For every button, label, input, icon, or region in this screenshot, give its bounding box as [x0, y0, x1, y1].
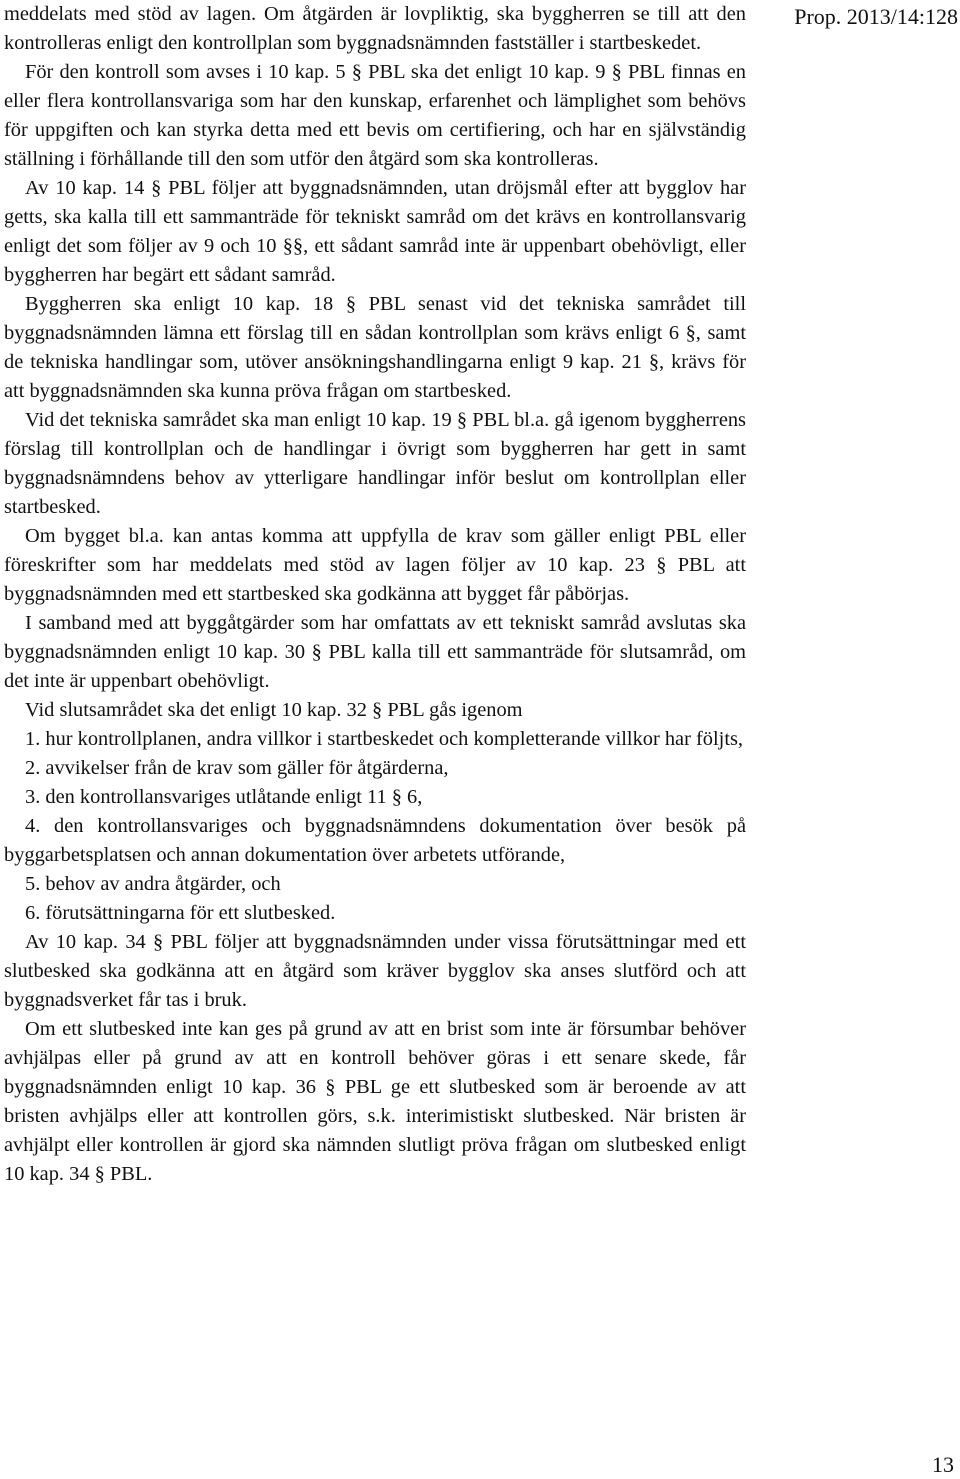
- paragraph: Vid det tekniska samrådet ska man enligt 10 kap. 19 § PBL bl.a. gå igenom byggherrens förslag till kontrollplan och de handlingar i övrigt som byggherren har gett in samt byggnadsnämndens behov av ytterligare handlingar inför beslut om kontrollplan eller startbesked.: [4, 409, 746, 518]
- paragraph: Vid slutsamrådet ska det enligt 10 kap. 32 § PBL gås igenom: [25, 699, 523, 721]
- list-item: 4. den kontrollansvariges och byggnadsnämndens dokumentation över besök på byggarbetsplatsen och annan dokumentation över arbetets utförande,: [4, 815, 746, 866]
- list-item: 2. avvikelser från de krav som gäller för åtgärderna,: [25, 757, 449, 779]
- paragraph: Av 10 kap. 14 § PBL följer att byggnadsnämnden, utan dröjsmål efter att bygglov har getts, ska kalla till ett sammanträde för tekniskt samråd om det krävs en kontrollansvarig enligt det som följer av 9 och 10 §§, ett sådant samråd inte är uppenbart obehövligt, eller byggherren har begärt ett sådant samråd.: [4, 177, 746, 286]
- page-number: 13: [932, 1452, 954, 1477]
- list-item: 6. förutsättningarna för ett slutbesked.: [25, 902, 336, 924]
- paragraph: meddelats med stöd av lagen. Om åtgärden är lovpliktig, ska byggherren se till att den kontrolleras enligt den kontrollplan som byggnadsnämnden fastställer i startbeskedet.: [4, 3, 746, 54]
- list-item: 3. den kontrollansvariges utlåtande enligt 11 § 6,: [25, 786, 423, 808]
- paragraph: Av 10 kap. 34 § PBL följer att byggnadsnämnden under vissa förutsättningar med ett slutbesked ska godkänna att en åtgärd som kräver bygglov ska anses slutförd och att byggnadsverket får tas i bruk.: [4, 931, 746, 1011]
- list-item: 1. hur kontrollplanen, andra villkor i startbeskedet och kompletterande villkor har följts,: [25, 728, 744, 750]
- paragraph: För den kontroll som avses i 10 kap. 5 § PBL ska det enligt 10 kap. 9 § PBL finnas en eller flera kontrollansvariga som har den kunskap, erfarenhet och lämplighet som behövs för uppgiften och kan styrka detta med ett bevis om certifiering, och har en självständig ställning i förhållande till den som utför den åtgärd som ska kontrolleras.: [4, 61, 746, 170]
- running-head: Prop. 2013/14:128: [794, 4, 958, 29]
- body-text: [4, 0, 746, 1189]
- paragraph: Om bygget bl.a. kan antas komma att uppfylla de krav som gäller enligt PBL eller föreskrifter som har meddelats med stöd av lagen följer av 10 kap. 23 § PBL att byggnadsnämnden med ett startbesked ska godkänna att bygget får påbörjas.: [4, 525, 746, 605]
- paragraph: I samband med att byggåtgärder som har omfattats av ett tekniskt samråd avslutas ska byggnadsnämnden enligt 10 kap. 30 § PBL kalla till ett sammanträde för slutsamråd, om det inte är uppenbart obehövligt.: [4, 612, 746, 692]
- paragraph: Om ett slutbesked inte kan ges på grund av att en brist som inte är försumbar behöver avhjälpas eller på grund av att en kontroll behöver göras i ett senare skede, får byggnadsnämnden enligt 10 kap. 36 § PBL ge ett slutbesked som är beroende av att bristen avhjälps eller att kontrollen görs, s.k. interimistiskt slutbesked. När bristen är avhjälpt eller kontrollen är gjord ska nämnden slutligt pröva frågan om slutbesked enligt 10 kap. 34 § PBL.: [4, 1018, 746, 1185]
- paragraph: Byggherren ska enligt 10 kap. 18 § PBL senast vid det tekniska samrådet till byggnadsnämnden lämna ett förslag till en sådan kontrollplan som krävs enligt 6 §, samt de tekniska handlingar som, utöver ansökningshandlingarna enligt 9 kap. 21 §, krävs för att byggnadsnämnden ska kunna pröva frågan om startbesked.: [4, 293, 746, 402]
- list-item: 5. behov av andra åtgärder, och: [25, 873, 281, 895]
